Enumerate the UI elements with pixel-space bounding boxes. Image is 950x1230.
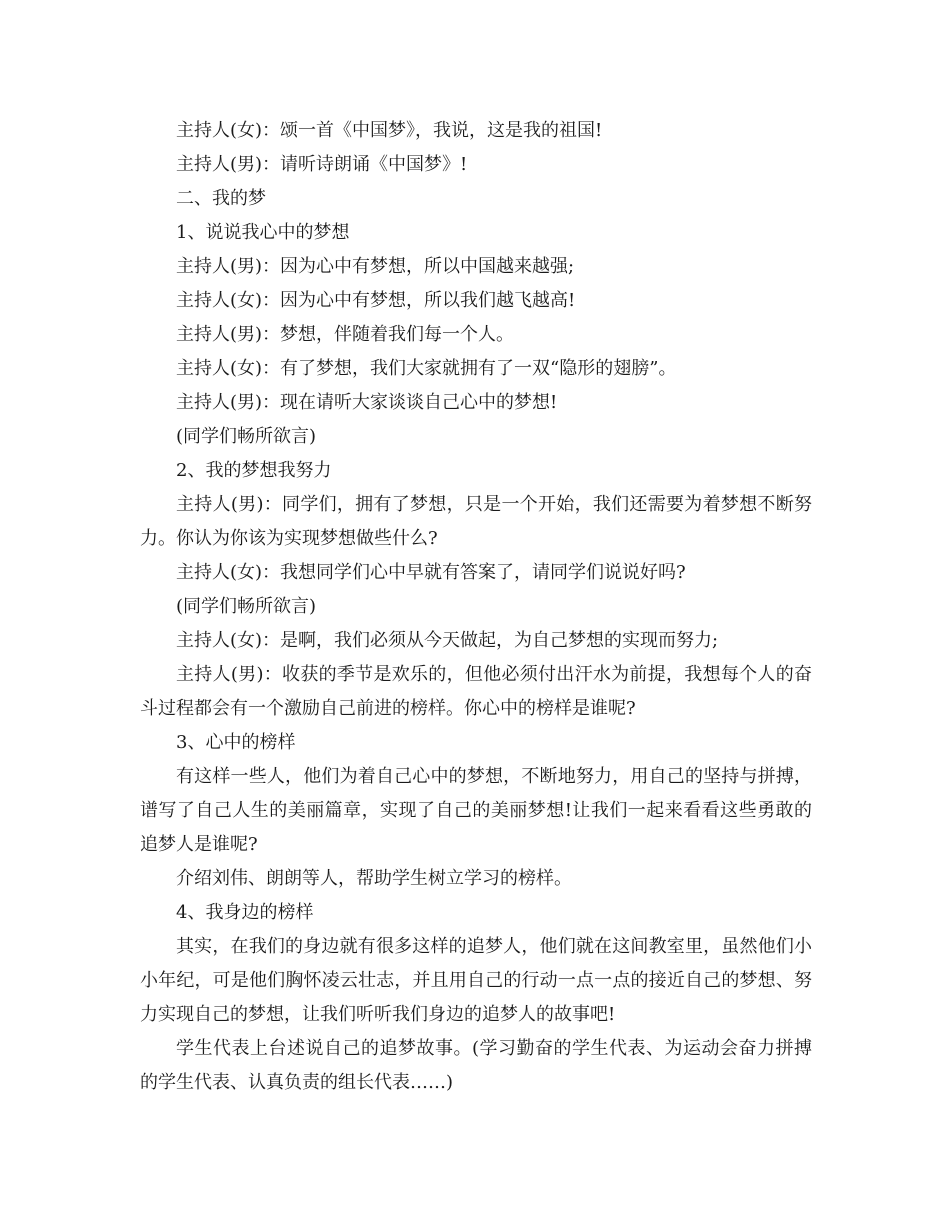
subsection-heading-2: 2、我的梦想我努力: [176, 460, 332, 481]
paragraph-host-female-answer: 主持人(女)：我想同学们心中早就有答案了，请同学们说说好吗?: [176, 562, 686, 583]
paragraph-host-female-ode: 主持人(女)：颂一首《中国梦》，我说，这是我的祖国!: [176, 120, 603, 141]
document-body: [140, 114, 812, 1100]
subsection-heading-4: 4、我身边的榜样: [176, 902, 314, 923]
paragraph-students-speak-1: (同学们畅所欲言): [176, 426, 317, 447]
paragraph-host-male-harvest: 主持人(男)：收获的季节是欢乐的，但他必须付出汗水为前提，我想每个人的奋斗过程都会有一个激励自己前进的榜样。你心中的榜样是谁呢?: [140, 664, 812, 719]
subsection-heading-1: 1、说说我心中的梦想: [176, 222, 350, 243]
paragraph-students-speak-2: (同学们畅所欲言): [176, 596, 317, 617]
section-heading-my-dream: 二、我的梦: [176, 188, 266, 209]
paragraph-role-models: 有这样一些人，他们为着自己心中的梦想，不断地努力，用自己的坚持与拼搏，谱写了自己人生的美丽篇章，实现了自己的美丽梦想!让我们一起来看看这些勇敢的追梦人是谁呢?: [140, 766, 812, 855]
paragraph-host-male-recitation: 主持人(男)：请听诗朗诵《中国梦》!: [176, 154, 468, 175]
paragraph-dream-chasers-nearby: 其实，在我们的身边就有很多这样的追梦人，他们就在这间教室里，虽然他们小小年纪，可是他们胸怀凌云壮志，并且用自己的行动一点一点的接近自己的梦想、努力实现自己的梦想，让我们听听我们身边的追梦人的故事吧!: [140, 936, 812, 1025]
paragraph-host-male-listen: 主持人(男)：现在请听大家谈谈自己心中的梦想!: [176, 392, 558, 413]
paragraph-host-male-china-stronger: 主持人(男)：因为心中有梦想，所以中国越来越强;: [176, 256, 575, 277]
paragraph-host-male-effort: 主持人(男)：同学们，拥有了梦想，只是一个开始，我们还需要为着梦想不断努力。你认为你该为实现梦想做些什么?: [140, 494, 812, 549]
paragraph-host-male-dream-with-us: 主持人(男)：梦想，伴随着我们每一个人。: [176, 324, 515, 345]
paragraph-host-female-fly-higher: 主持人(女)：因为心中有梦想，所以我们越飞越高!: [176, 290, 576, 311]
paragraph-introduce-liu-wei: 介绍刘伟、朗朗等人，帮助学生树立学习的榜样。: [176, 868, 572, 889]
paragraph-student-representatives: 学生代表上台述说自己的追梦故事。(学习勤奋的学生代表、为运动会奋力拼搏的学生代表、认真负责的组长代表……): [140, 1038, 812, 1093]
subsection-heading-3: 3、心中的榜样: [176, 732, 296, 753]
paragraph-host-female-start-today: 主持人(女)：是啊，我们必须从今天做起，为自己梦想的实现而努力;: [176, 630, 719, 651]
paragraph-host-female-invisible-wings: 主持人(女)：有了梦想，我们大家就拥有了一双“隐形的翅膀”。: [176, 358, 677, 379]
